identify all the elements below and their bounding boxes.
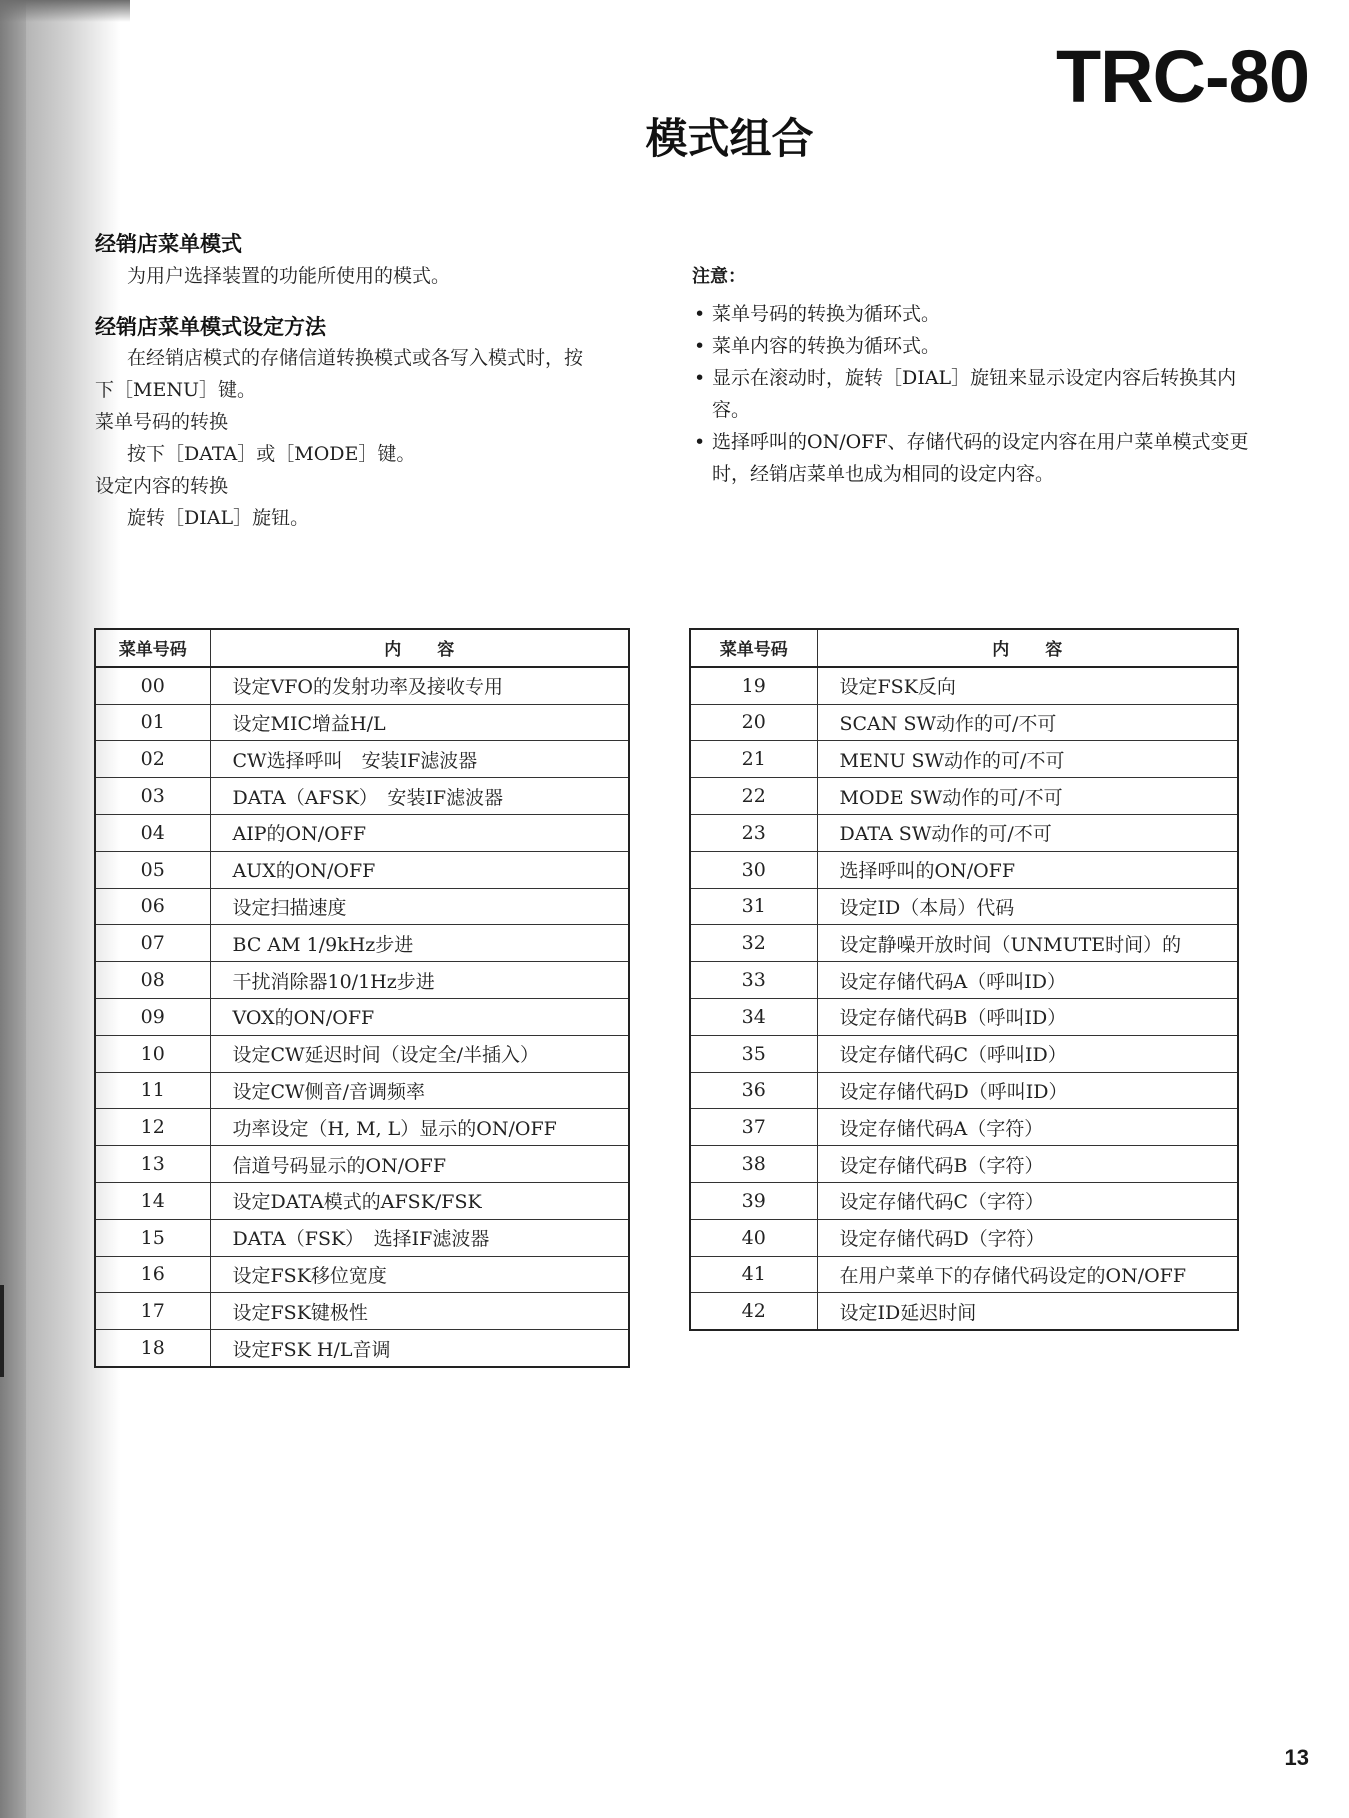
header-menu-number: 菜单号码 (95, 629, 210, 667)
menu-content-cell: MODE SW动作的可/不可 (817, 778, 1238, 815)
table-row (95, 1219, 629, 1256)
table-row (95, 888, 629, 925)
table-row (95, 814, 629, 851)
menu-table-right (689, 628, 1239, 1331)
note-item: • 菜单内容的转换为循环式。 (692, 330, 1252, 362)
menu-number-cell: 15 (95, 1219, 210, 1256)
table-row (690, 667, 1238, 704)
menu-number-cell: 32 (690, 925, 817, 962)
menu-number-cell: 09 (95, 998, 210, 1035)
table-row (690, 851, 1238, 888)
menu-number-cell: 01 (95, 704, 210, 741)
menu-content-cell: 信道号码显示的ON/OFF (210, 1146, 629, 1183)
table-row (95, 704, 629, 741)
menu-number-cell: 42 (690, 1293, 817, 1330)
table-row (690, 814, 1238, 851)
menu-content-cell: MENU SW动作的可/不可 (817, 741, 1238, 778)
note-item: • 选择呼叫的ON/OFF、存储代码的设定内容在用户菜单模式变更时，经销店菜单也成为相同的设定内容。 (692, 426, 1252, 490)
menu-content-cell: CW选择呼叫 安装IF滤波器 (210, 741, 629, 778)
table-row (690, 704, 1238, 741)
menu-content-cell: 设定DATA模式的AFSK/FSK (210, 1182, 629, 1219)
menu-number-cell: 00 (95, 667, 210, 704)
menu-number-cell: 18 (95, 1330, 210, 1367)
table-row (690, 778, 1238, 815)
table-header-row (690, 629, 1238, 667)
menu-content-cell: 设定存储代码B（字符） (817, 1146, 1238, 1183)
table-row (95, 851, 629, 888)
menu-number-cell: 35 (690, 1035, 817, 1072)
table-row (95, 1035, 629, 1072)
setting-content-body: 旋转［DIAL］旋钮。 (127, 507, 310, 529)
model-name: TRC-80 (1055, 35, 1309, 118)
table-row (95, 1293, 629, 1330)
table-row (95, 778, 629, 815)
notes-title: 注意： (692, 266, 746, 287)
menu-content-cell: 设定ID延迟时间 (817, 1293, 1238, 1330)
menu-number-cell: 02 (95, 741, 210, 778)
table-row (95, 998, 629, 1035)
menu-content-cell: 设定存储代码A（字符） (817, 1109, 1238, 1146)
menu-content-cell: 设定存储代码C（呼叫ID） (817, 1035, 1238, 1072)
menu-number-cell: 21 (690, 741, 817, 778)
table-row (95, 925, 629, 962)
table-row (690, 962, 1238, 999)
menu-content-cell: DATA SW动作的可/不可 (817, 814, 1238, 851)
menu-content-cell: 干扰消除器10/1Hz步进 (210, 962, 629, 999)
header-menu-number: 菜单号码 (690, 629, 817, 667)
menu-number-cell: 05 (95, 851, 210, 888)
table-row (95, 1182, 629, 1219)
table-row (95, 1072, 629, 1109)
menu-number-cell: 17 (95, 1293, 210, 1330)
subheading-setting-content: 设定内容的转换 (95, 475, 229, 497)
page-title: 模式组合 (645, 114, 814, 163)
notes-list (692, 298, 1252, 490)
menu-content-cell: DATA（AFSK） 安装IF滤波器 (210, 778, 629, 815)
menu-content-cell: 设定扫描速度 (210, 888, 629, 925)
setting-method-line1: 在经销店模式的存储信道转换模式或各写入模式时，按 (127, 347, 584, 369)
menu-content-cell: BC AM 1/9kHz步进 (210, 925, 629, 962)
subheading-menu-number: 菜单号码的转换 (95, 411, 229, 433)
menu-content-cell: 设定存储代码D（字符） (817, 1219, 1238, 1256)
scan-smudge (0, 0, 130, 22)
menu-number-cell: 36 (690, 1072, 817, 1109)
menu-content-cell: AIP的ON/OFF (210, 814, 629, 851)
menu-number-cell: 37 (690, 1109, 817, 1146)
menu-content-cell: 在用户菜单下的存储代码设定的ON/OFF (817, 1256, 1238, 1293)
menu-number-body: 按下［DATA］或［MODE］键。 (127, 443, 416, 465)
menu-number-cell: 08 (95, 962, 210, 999)
setting-method-line2: 下［MENU］键。 (95, 379, 256, 401)
menu-number-cell: 06 (95, 888, 210, 925)
page-number: 13 (1284, 1745, 1309, 1770)
section-heading-dealer-menu: 经销店菜单模式 (95, 232, 242, 256)
menu-number-cell: 30 (690, 851, 817, 888)
table-row (690, 888, 1238, 925)
menu-content-cell: 设定CW延迟时间（设定全/半插入） (210, 1035, 629, 1072)
menu-number-cell: 23 (690, 814, 817, 851)
table-row (690, 925, 1238, 962)
menu-content-cell: VOX的ON/OFF (210, 998, 629, 1035)
menu-content-cell: DATA（FSK） 选择IF滤波器 (210, 1219, 629, 1256)
menu-number-cell: 03 (95, 778, 210, 815)
menu-number-cell: 20 (690, 704, 817, 741)
menu-content-cell: 设定FSK移位宽度 (210, 1256, 629, 1293)
table-row (690, 741, 1238, 778)
menu-content-cell: 设定CW侧音/音调频率 (210, 1072, 629, 1109)
menu-table-left (94, 628, 630, 1368)
menu-number-cell: 31 (690, 888, 817, 925)
table-row (690, 1256, 1238, 1293)
menu-number-cell: 10 (95, 1035, 210, 1072)
table-header-row (95, 629, 629, 667)
menu-content-cell: 设定FSK键极性 (210, 1293, 629, 1330)
binding-edge (0, 0, 26, 1818)
table-row (690, 1219, 1238, 1256)
menu-content-cell: 设定ID（本局）代码 (817, 888, 1238, 925)
menu-content-cell: 设定MIC增益H/L (210, 704, 629, 741)
menu-content-cell: 设定静噪开放时间（UNMUTE时间）的 (817, 925, 1238, 962)
menu-content-cell: 设定存储代码A（呼叫ID） (817, 962, 1238, 999)
table-row (95, 1109, 629, 1146)
menu-content-cell: 设定FSK H/L音调 (210, 1330, 629, 1367)
table-row (690, 1072, 1238, 1109)
menu-number-cell: 04 (95, 814, 210, 851)
menu-content-cell: 设定VFO的发射功率及接收专用 (210, 667, 629, 704)
edge-mark (0, 1285, 4, 1377)
note-item: • 显示在滚动时，旋转［DIAL］旋钮来显示设定内容后转换其内容。 (692, 362, 1252, 426)
table-row (95, 667, 629, 704)
menu-content-cell: 功率设定（H, M, L）显示的ON/OFF (210, 1109, 629, 1146)
menu-content-cell: 设定FSK反向 (817, 667, 1238, 704)
table-row (95, 1256, 629, 1293)
menu-number-cell: 38 (690, 1146, 817, 1183)
menu-number-cell: 12 (95, 1109, 210, 1146)
menu-content-cell: SCAN SW动作的可/不可 (817, 704, 1238, 741)
table-row (690, 1146, 1238, 1183)
table-row (690, 1109, 1238, 1146)
menu-number-cell: 41 (690, 1256, 817, 1293)
menu-number-cell: 16 (95, 1256, 210, 1293)
menu-content-cell: 选择呼叫的ON/OFF (817, 851, 1238, 888)
menu-number-cell: 39 (690, 1182, 817, 1219)
menu-number-cell: 07 (95, 925, 210, 962)
table-row (690, 1182, 1238, 1219)
menu-number-cell: 14 (95, 1182, 210, 1219)
table-row (690, 998, 1238, 1035)
menu-content-cell: 设定存储代码D（呼叫ID） (817, 1072, 1238, 1109)
menu-number-cell: 34 (690, 998, 817, 1035)
header-content: 内容 (210, 629, 629, 667)
menu-number-cell: 33 (690, 962, 817, 999)
menu-number-cell: 19 (690, 667, 817, 704)
menu-content-cell: 设定存储代码C（字符） (817, 1182, 1238, 1219)
menu-number-cell: 13 (95, 1146, 210, 1183)
table-row (95, 741, 629, 778)
table-row (690, 1035, 1238, 1072)
table-row (95, 962, 629, 999)
table-row (690, 1293, 1238, 1330)
menu-number-cell: 22 (690, 778, 817, 815)
table-row (95, 1146, 629, 1183)
section-heading-setting-method: 经销店菜单模式设定方法 (95, 315, 326, 339)
notes (692, 262, 1252, 490)
menu-number-cell: 11 (95, 1072, 210, 1109)
section-body-dealer-menu: 为用户选择装置的功能所使用的模式。 (127, 265, 451, 287)
header-content: 内容 (817, 629, 1238, 667)
menu-content-cell: AUX的ON/OFF (210, 851, 629, 888)
note-item: • 菜单号码的转换为循环式。 (692, 298, 1252, 330)
menu-content-cell: 设定存储代码B（呼叫ID） (817, 998, 1238, 1035)
menu-number-cell: 40 (690, 1219, 817, 1256)
table-row (95, 1330, 629, 1367)
